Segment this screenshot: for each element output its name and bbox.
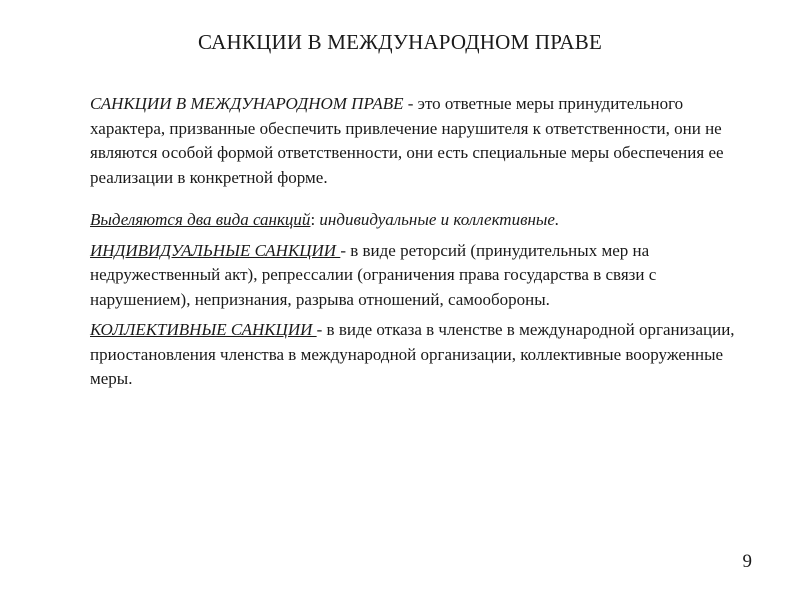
individual-sanctions-term: ИНДИВИДУАЛЬНЫЕ САНКЦИИ	[90, 240, 341, 260]
types-lead: Выделяются два вида санкций	[90, 210, 311, 229]
collective-sanctions-paragraph	[90, 318, 740, 392]
types-rest: индивидуальные и коллективные.	[319, 210, 560, 229]
definition-paragraph	[90, 92, 740, 190]
individual-sanctions-paragraph	[90, 239, 740, 313]
slide-content	[90, 92, 740, 392]
definition-term: САНКЦИИ В МЕЖДУНАРОДНОМ ПРАВЕ	[90, 94, 404, 113]
types-colon: :	[310, 210, 320, 229]
page-number: 9	[742, 551, 752, 572]
collective-sanctions-term: КОЛЛЕКТИВНЫЕ САНКЦИИ	[90, 320, 317, 339]
individual-sanctions-text: - в виде реторсий (принудительных мер на недружественный акт), репрессалии (ограничения права государства в связи с нарушением), непризнания, разрыва отношений, самообороны.	[90, 240, 657, 309]
collective-sanctions-text: - в виде отказа в членстве в международной организации, приостановления членства в международной организации, коллективные вооруженные меры.	[90, 320, 735, 388]
definition-text: - это ответные меры принудительного характера, призванные обеспечить привлечение нарушителя к ответственности, они не являются особой формой ответственности, они есть специальные меры обеспечения ее реализации в конкретной форме.	[90, 94, 724, 187]
types-paragraph	[90, 208, 740, 233]
slide-title: САНКЦИИ В МЕЖДУНАРОДНОМ ПРАВЕ	[198, 30, 602, 54]
